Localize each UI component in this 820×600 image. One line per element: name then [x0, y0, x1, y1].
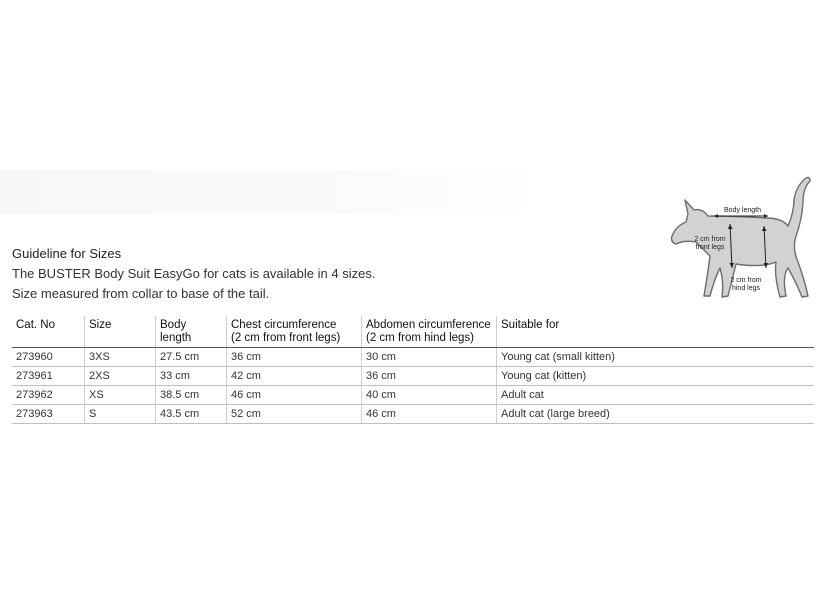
cell-suitable-for: Young cat (kitten) [497, 367, 815, 386]
cell-suitable-for: Adult cat [497, 386, 815, 405]
cell-suitable-for: Young cat (small kitten) [497, 348, 815, 367]
cell-size: 2XS [85, 367, 156, 386]
cell-body-length: 43.5 cm [156, 405, 227, 424]
cell-chest: 42 cm [227, 367, 362, 386]
header-chest: Chest circumference (2 cm from front legs) [227, 316, 362, 348]
cell-size: 3XS [85, 348, 156, 367]
hind-legs-label: 2 cm from hind legs [730, 277, 762, 292]
cell-cat-no: 273962 [12, 386, 85, 405]
cell-chest: 52 cm [227, 405, 362, 424]
size-guide-heading: Guideline for Sizes [12, 246, 122, 261]
cell-abdomen: 36 cm [362, 367, 497, 386]
table-header-row [12, 316, 814, 348]
cat-measurement-diagram [666, 172, 820, 308]
header-cat-no: Cat. No [12, 316, 85, 348]
header-band [0, 170, 540, 214]
table-row [12, 367, 814, 386]
front-legs-label: 2 cm from front legs [694, 236, 726, 251]
cell-chest: 36 cm [227, 348, 362, 367]
size-table [12, 316, 814, 424]
table-row [12, 386, 814, 405]
cell-chest: 46 cm [227, 386, 362, 405]
cell-cat-no: 273960 [12, 348, 85, 367]
table-row [12, 348, 814, 367]
cell-size: XS [85, 386, 156, 405]
cell-body-length: 27.5 cm [156, 348, 227, 367]
cell-cat-no: 273961 [12, 367, 85, 386]
cell-size: S [85, 405, 156, 424]
cell-abdomen: 30 cm [362, 348, 497, 367]
cell-abdomen: 46 cm [362, 405, 497, 424]
cell-suitable-for: Adult cat (large breed) [497, 405, 815, 424]
header-suitable-for: Suitable for [497, 316, 815, 348]
header-body-length: Body length [156, 316, 227, 348]
body-length-label: Body length [724, 207, 761, 214]
cell-body-length: 33 cm [156, 367, 227, 386]
table-row [12, 405, 814, 424]
cell-body-length: 38.5 cm [156, 386, 227, 405]
cell-abdomen: 40 cm [362, 386, 497, 405]
size-guide-measurement-note: Size measured from collar to base of the tail. [12, 286, 270, 301]
cell-cat-no: 273963 [12, 405, 85, 424]
header-abdomen: Abdomen circumference (2 cm from hind legs) [362, 316, 497, 348]
size-guide-description: The BUSTER Body Suit EasyGo for cats is available in 4 sizes. [12, 266, 376, 281]
header-size: Size [85, 316, 156, 348]
